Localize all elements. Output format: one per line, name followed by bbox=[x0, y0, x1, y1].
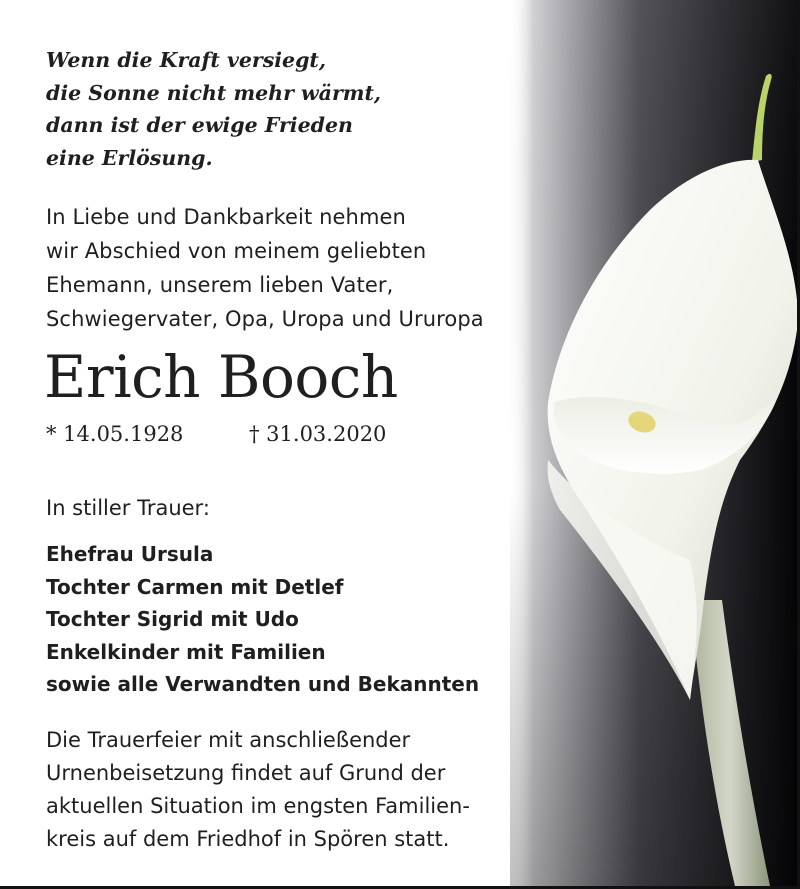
deceased-name: Erich Booch bbox=[44, 343, 398, 411]
intro-line: Ehemann, unserem lieben Vater, bbox=[46, 273, 394, 297]
poem bbox=[46, 44, 381, 174]
ceremony-line: Die Trauerfeier mit anschließender bbox=[46, 728, 411, 752]
poem-line: dann ist der ewige Frieden bbox=[46, 113, 353, 137]
poem-line: Wenn die Kraft versiegt, bbox=[46, 48, 327, 72]
life-dates bbox=[46, 417, 387, 451]
ceremony-line: aktuellen Situation im engsten Familien- bbox=[46, 794, 470, 818]
birth-date: * 14.05.1928 bbox=[46, 422, 184, 446]
mourner-line: Tochter Sigrid mit Udo bbox=[46, 607, 299, 631]
intro-line: wir Abschied von meinem geliebten bbox=[46, 239, 427, 263]
poem-line: eine Erlösung. bbox=[46, 145, 213, 170]
intro-line: In Liebe und Dankbarkeit nehmen bbox=[46, 205, 406, 229]
mourner-line: Tochter Carmen mit Detlef bbox=[46, 574, 344, 599]
intro-line: Schwiegervater, Opa, Uropa und Ururopa bbox=[46, 307, 484, 331]
mourning-label: In stiller Trauer: bbox=[46, 496, 210, 520]
mourner-line: Ehefrau Ursula bbox=[46, 542, 214, 566]
ceremony-line: kreis auf dem Friedhof in Spören statt. bbox=[46, 827, 450, 851]
ceremony-line: Urnenbeisetzung findet auf Grund der bbox=[46, 761, 446, 785]
ceremony-paragraph bbox=[46, 724, 470, 856]
mourners-list bbox=[46, 538, 479, 701]
intro-paragraph bbox=[46, 200, 484, 336]
poem-line: die Sonne nicht mehr wärmt, bbox=[46, 80, 382, 105]
mourner-line: sowie alle Verwandten und Bekannten bbox=[46, 672, 480, 696]
mourner-line: Enkelkinder mit Familien bbox=[46, 639, 326, 664]
death-date: † 31.03.2020 bbox=[249, 422, 387, 446]
